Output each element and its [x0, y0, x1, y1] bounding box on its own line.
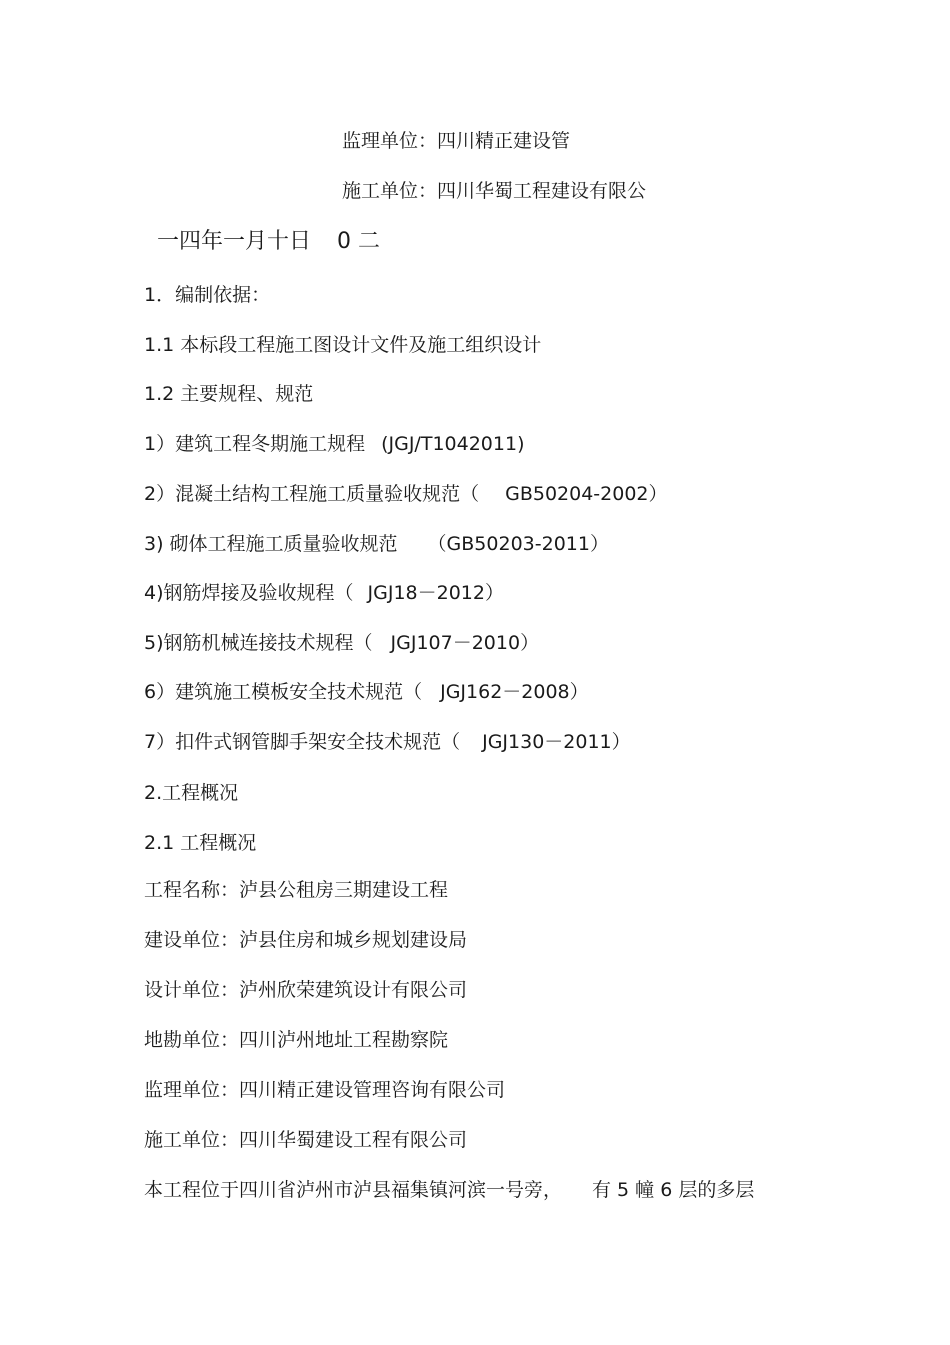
date-line: [157, 228, 380, 256]
project-name: 工程名称：泸县公租房三期建设工程: [144, 879, 449, 901]
supervisor-unit: 监理单位：四川精正建设管理咨询有限公司: [144, 1079, 506, 1101]
standard-4: 4)钢筋焊接及验收规程（ JGJ18－2012）: [144, 582, 504, 604]
section2-sub-heading: 2.1 工程概况: [144, 832, 257, 854]
date-text: 一四年一月十日: [157, 229, 312, 254]
owner-unit: 建设单位：泸县住房和城乡规划建设局: [144, 929, 468, 951]
header-supervisor: 监理单位：四川精正建设管: [342, 130, 571, 152]
designer-unit: 设计单位：泸州欣荣建筑设计有限公司: [144, 979, 468, 1001]
standard-6: 6）建筑施工模板安全技术规范（ JGJ162－2008）: [144, 681, 589, 703]
item-1-1: 1.1 本标段工程施工图设计文件及施工组织设计: [144, 334, 542, 356]
date-suffix: 0 二: [337, 229, 381, 254]
standard-2: 2）混凝土结构工程施工质量验收规范（ GB50204-2002）: [144, 483, 668, 505]
contractor-unit: 施工单位：四川华蜀建设工程有限公司: [144, 1129, 468, 1151]
location-text: 本工程位于四川省泸州市泸县福集镇河滨一号旁， 有 5 幢 6 层的多层: [144, 1179, 755, 1201]
standard-1: 1）建筑工程冬期施工规程 (JGJ/T1042011): [144, 433, 525, 455]
standard-5: 5)钢筋机械连接技术规程（ JGJ107－2010）: [144, 632, 540, 654]
surveyor-unit: 地勘单位：四川泸州地址工程勘察院: [144, 1029, 449, 1051]
section2-heading: 2.工程概况: [144, 782, 239, 804]
standard-3: 3) 砌体工程施工质量验收规范 （GB50203-2011）: [144, 533, 609, 555]
header-contractor: 施工单位：四川华蜀工程建设有限公: [342, 180, 647, 202]
section1-heading: 1．编制依据：: [144, 284, 271, 306]
item-1-2: 1.2 主要规程、规范: [144, 383, 314, 405]
standard-7: 7）扣件式钢管脚手架安全技术规范（ JGJ130－2011）: [144, 731, 631, 753]
